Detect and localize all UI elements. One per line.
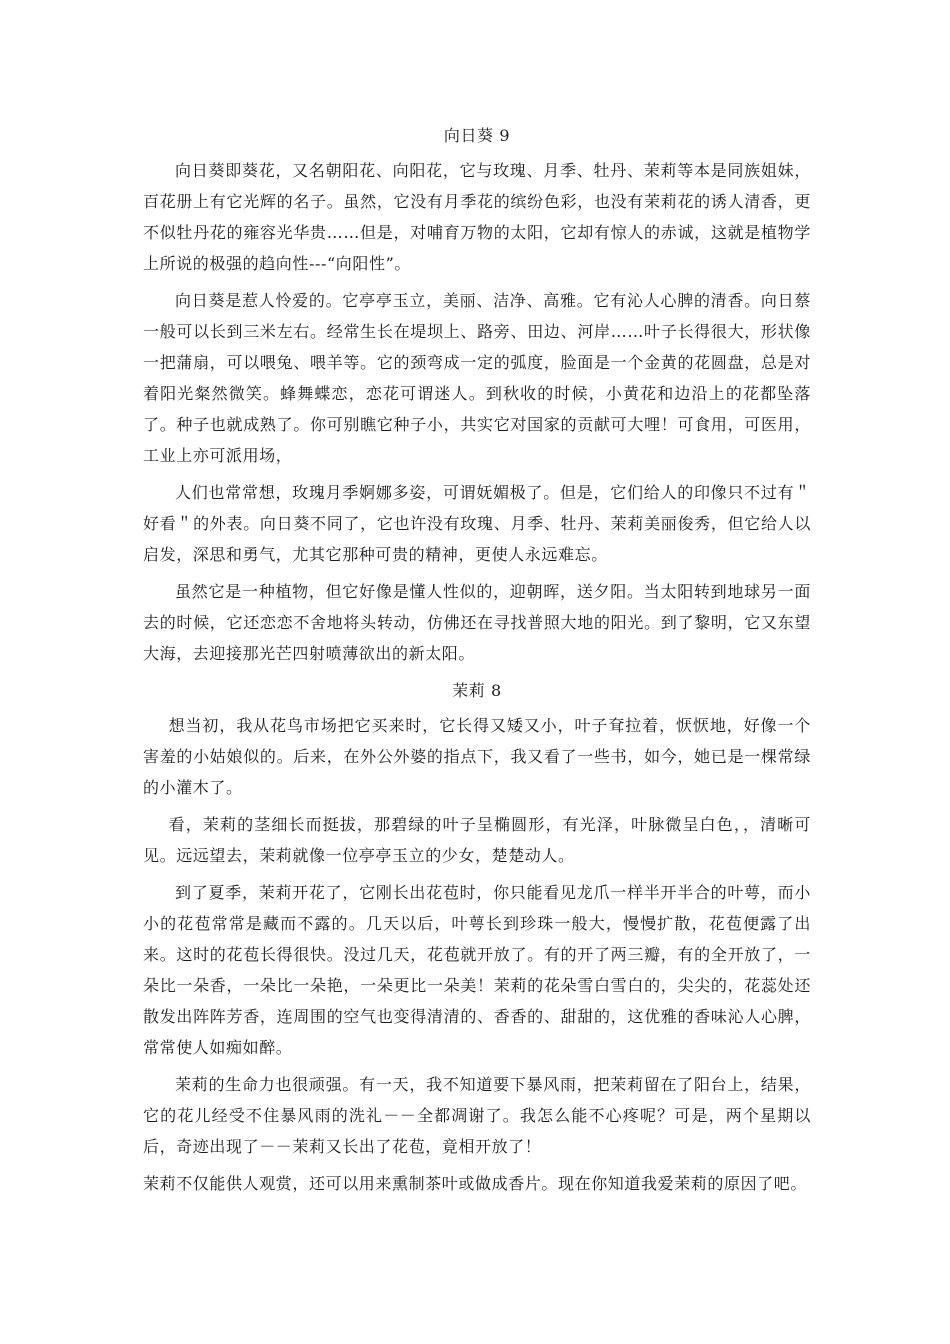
section-title-jasmine: 茉莉 8 bbox=[452, 681, 502, 700]
document-body bbox=[143, 120, 811, 1205]
paragraph: 茉莉的生命力也很顽强。有一天，我不知道要下暴风雨，把茉莉留在了阳台上，结果，它的花儿经受不住暴风雨的洗礼－－全都凋谢了。我怎么能不心疼呢？可是，两个星期以后，奇迹出现了－－茉莉又长出了花苞，竟相开放了！ bbox=[143, 1075, 811, 1156]
paragraph: 向日葵是惹人怜爱的。它亭亭玉立，美丽、洁净、高雅。它有沁人心脾的清香。向日蔡一般可以长到三米左右。经常生长在堤坝上、路旁、田边、河岸……叶子长得很大，形状像一把蒲扇，可以喂兔、喂羊等。它的颈弯成一定的弧度，脸面是一个金黄的花圆盘，总是对着阳光粲然微笑。蜂舞蝶恋，恋花可谓迷人。到秋收的时候，小黄花和边沿上的花都坠落了。种子也就成熟了。你可别瞧它种子小，共实它对国家的贡献可大哩！可食用，可医用，工业上亦可派用场， bbox=[143, 291, 811, 465]
paragraph: 到了夏季，茉莉开花了，它刚长出花苞时，你只能看见龙爪一样半开半合的叶萼，而小小的花苞常常是藏而不露的。几天以后，叶萼长到珍珠一般大，慢慢扩散，花苞便露了出来。这时的花苞长得很快。没过几天，花苞就开放了。有的开了两三瓣，有的全开放了，一朵比一朵香，一朵比一朵艳，一朵更比一朵美！茉莉的花朵雪白雪白的，尖尖的，花蕊处还散发出阵阵芳香，连周围的空气也变得清清的、香香的、甜甜的，这优雅的香味沁人心脾，常常使人如痴如醉。 bbox=[143, 883, 811, 1057]
paragraph: 向日葵即葵花，又名朝阳花、向阳花，它与玫瑰、月季、牡丹、茉莉等本是同族姐妹，百花册上有它光辉的名子。虽然，它没有月季花的缤纷色彩，也没有茉莉花的诱人清香，更不似牡丹花的雍容光华贵……但是，对哺育万物的太阳，它却有惊人的赤诚，这就是植物学上所说的极强的趋向性---“向阳性”。 bbox=[143, 161, 811, 273]
paragraph: 虽然它是一种植物，但它好像是懂人性似的，迎朝晖，送夕阳。当太阳转到地球另一面去的时候，它还恋恋不舍地将头转动，仿佛还在寻找普照大地的阳光。到了黎明，它又东望大海，去迎接那光芒四射喷薄欲出的新太阳。 bbox=[143, 582, 811, 663]
paragraph: 人们也常常想，玫瑰月季婀娜多姿，可谓妩媚极了。但是，它们给人的印像只不过有＂好看＂的外表。向日葵不同了，它也许没有玫瑰、月季、牡丹、茉莉美丽俊秀，但它给人以启发，深思和勇气，尤其它那种可贵的精神，更使人永远难忘。 bbox=[143, 483, 811, 564]
paragraph: 看，茉莉的茎细长而挺拔，那碧绿的叶子呈椭圆形，有光泽，叶脉微呈白色，，清晰可见。远远望去，茉莉就像一位亭亭玉立的少女，楚楚动人。 bbox=[143, 815, 811, 865]
paragraph: 茉莉不仅能供人观赏，还可以用来熏制茶叶或做成香片。现在你知道我爱茉莉的原因了吧。 bbox=[143, 1174, 808, 1193]
paragraph: 想当初，我从花鸟市场把它买来时，它长得又矮又小，叶子耷拉着，恹恹地，好像一个害羞的小姑娘似的。后来，在外公外婆的指点下，我又看了一些书，如今，她已是一棵常绿的小灌木了。 bbox=[143, 716, 811, 797]
section-title-sunflower: 向日葵 9 bbox=[443, 126, 511, 145]
